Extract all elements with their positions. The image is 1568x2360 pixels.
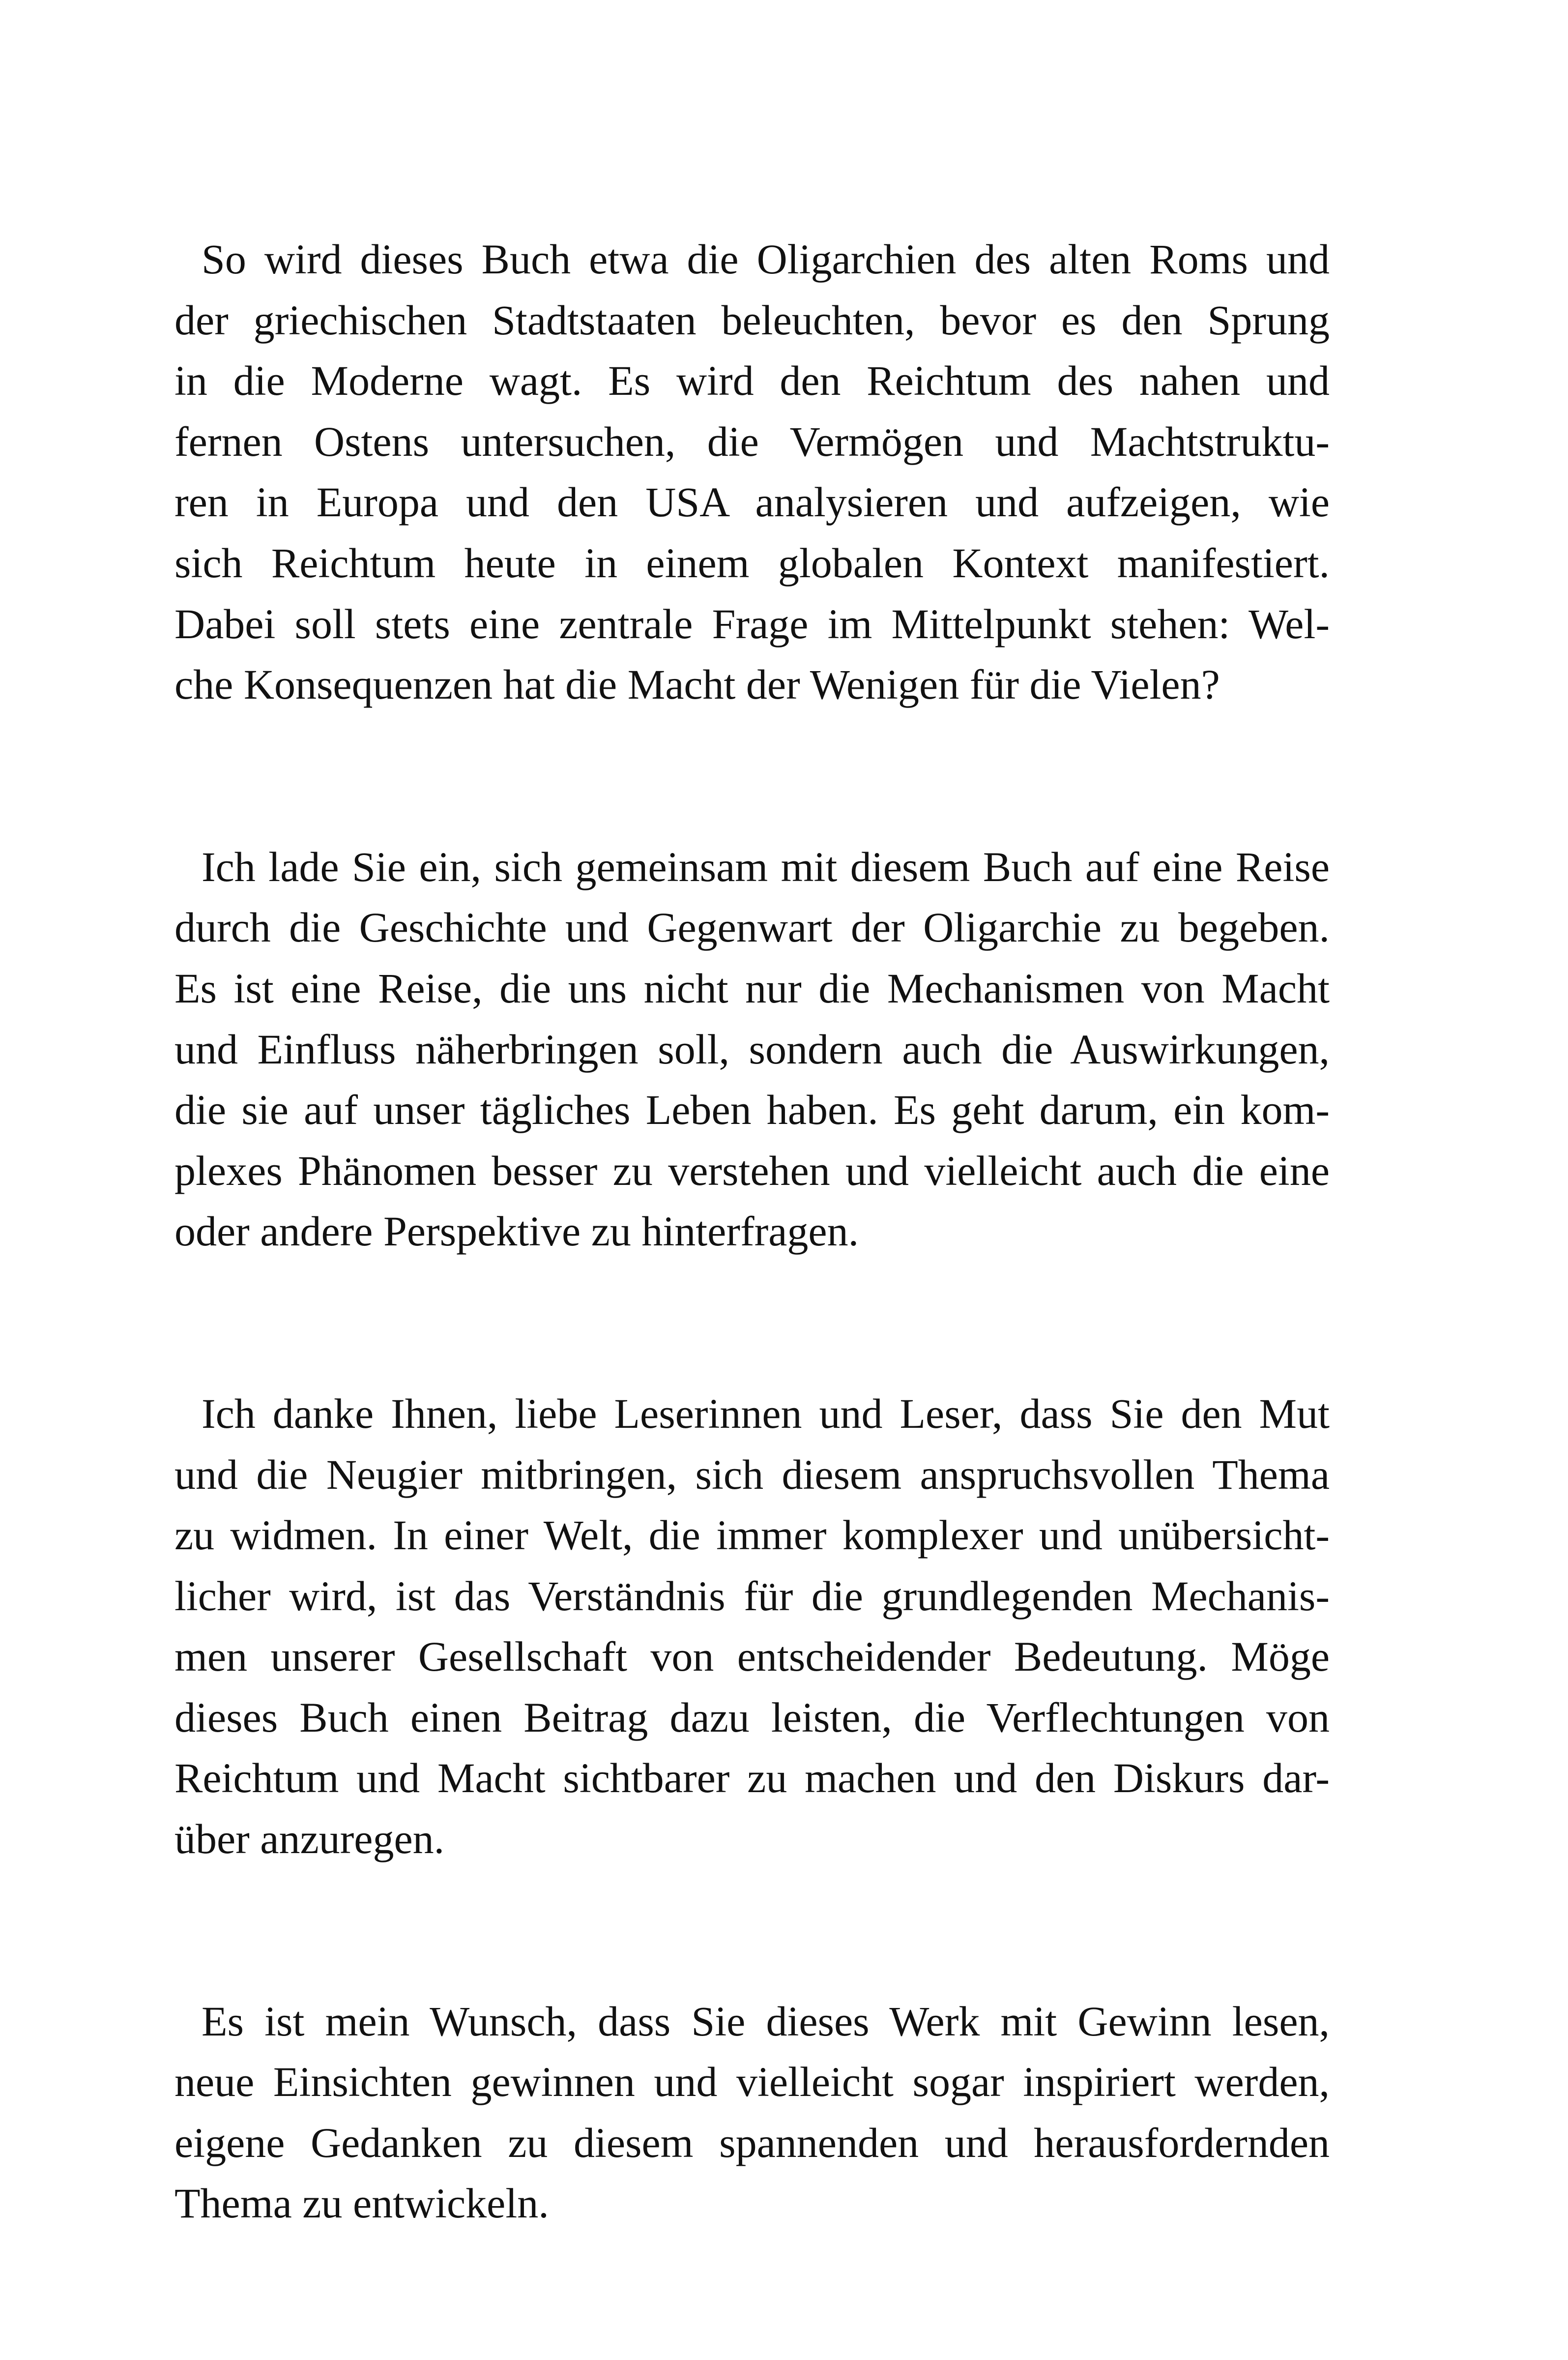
text-line: men unserer Gesellschaft von entscheidender Bedeutung. Möge <box>174 1633 1330 1681</box>
paragraph-1 <box>174 229 1330 715</box>
text-line: der griechischen Stadtstaaten beleuchten, bevor es den Sprung <box>174 296 1330 344</box>
body-text <box>174 229 1330 2234</box>
text-line: licher wird, ist das Verständnis für die grundlegenden Mechanis- <box>174 1572 1330 1620</box>
text-line: zu widmen. In einer Welt, die immer komplexer und unübersicht- <box>174 1511 1330 1559</box>
text-line: über anzuregen. <box>174 1815 445 1863</box>
text-line: und die Neugier mitbringen, sich diesem anspruchsvollen Thema <box>174 1450 1330 1498</box>
text-line: Es ist eine Reise, die uns nicht nur die Mechanismen von Macht <box>174 964 1330 1012</box>
text-line: und Einfluss näherbringen soll, sondern auch die Auswirkungen, <box>174 1025 1330 1073</box>
text-line: Ich lade Sie ein, sich gemeinsam mit diesem Buch auf eine Reise <box>202 843 1330 890</box>
text-line: ren in Europa und den USA analysieren und aufzeigen, wie <box>174 478 1330 526</box>
text-line: Ich danke Ihnen, liebe Leserinnen und Leser, dass Sie den Mut <box>202 1389 1330 1437</box>
text-line: Reichtum und Macht sichtbarer zu machen und den Diskurs dar- <box>174 1754 1330 1802</box>
text-line: eigene Gedanken zu diesem spannenden und herausfordernden <box>174 2119 1330 2166</box>
text-line: Thema zu entwickeln. <box>174 2180 549 2227</box>
paragraph-3 <box>174 1384 1330 1870</box>
text-line: che Konsequenzen hat die Macht der Wenigen für die Vielen? <box>174 661 1220 708</box>
text-line: Es ist mein Wunsch, dass Sie dieses Werk mit Gewinn lesen, <box>202 1997 1330 2045</box>
text-line: oder andere Perspektive zu hinterfragen. <box>174 1208 859 1255</box>
text-line: So wird dieses Buch etwa die Oligarchien des alten Roms und <box>202 236 1330 283</box>
text-line: dieses Buch einen Beitrag dazu leisten, die Verflechtungen von <box>174 1693 1330 1741</box>
text-line: Dabei soll stets eine zentrale Frage im Mittelpunkt stehen: Wel- <box>174 600 1330 648</box>
text-line: neue Einsichten gewinnen und vielleicht sogar inspiriert werden, <box>174 2058 1330 2106</box>
text-line: sich Reichtum heute in einem globalen Kontext manifestiert. <box>174 539 1330 587</box>
text-line: fernen Ostens untersuchen, die Vermögen und Machtstruktu- <box>174 417 1330 465</box>
text-line: plexes Phänomen besser zu verstehen und vielleicht auch die eine <box>174 1147 1330 1194</box>
paragraph-4 <box>174 1991 1330 2234</box>
paragraph-2 <box>174 837 1330 1262</box>
text-line: in die Moderne wagt. Es wird den Reichtum des nahen und <box>174 357 1330 405</box>
text-line: durch die Geschichte und Gegenwart der Oligarchie zu begeben. <box>174 904 1330 951</box>
text-line: die sie auf unser tägliches Leben haben. Es geht darum, ein kom- <box>174 1086 1330 1134</box>
